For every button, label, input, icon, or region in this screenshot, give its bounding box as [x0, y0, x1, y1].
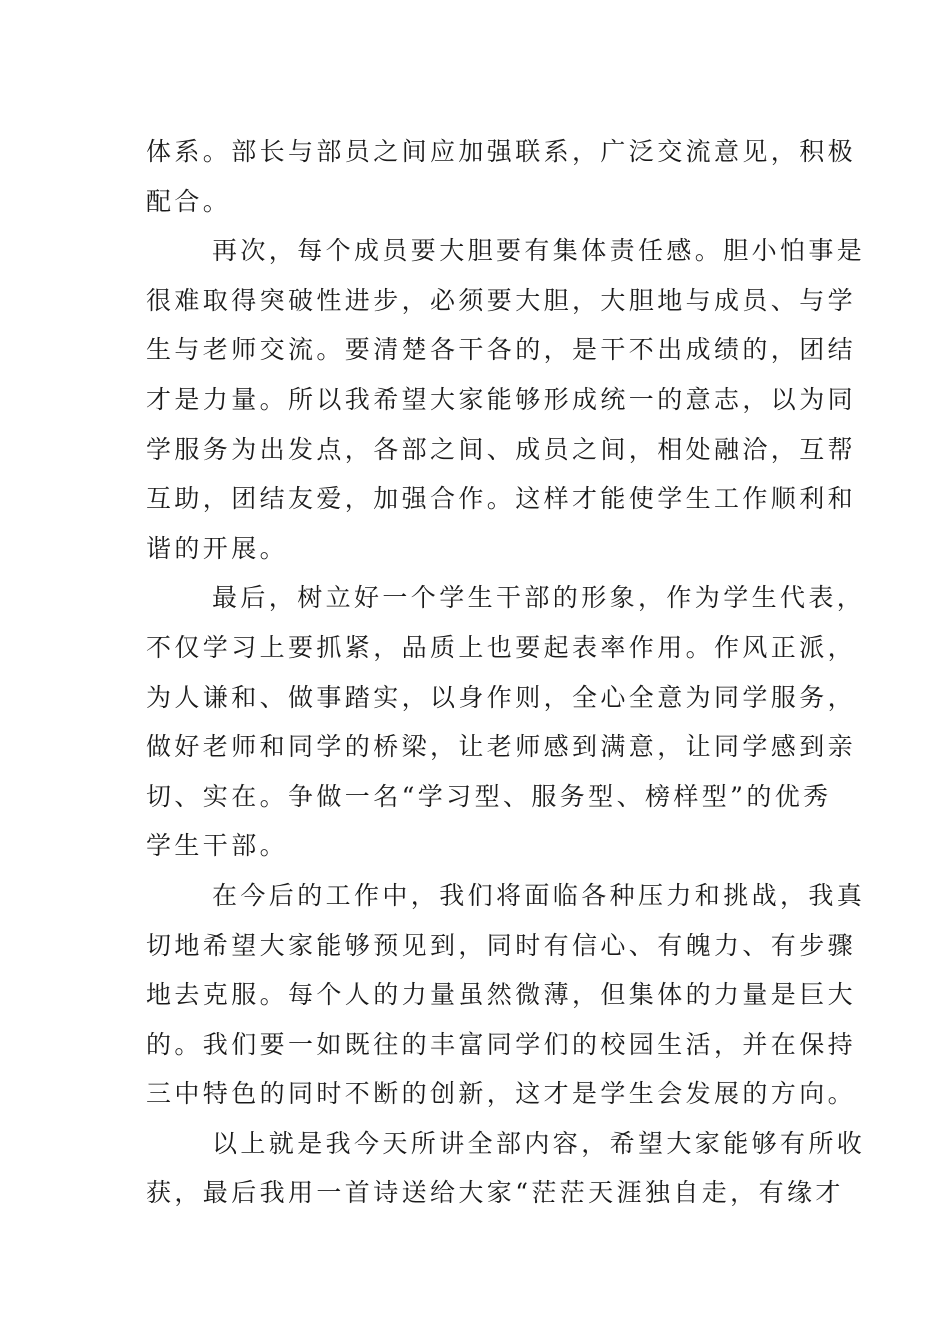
- text-line: 为人谦和、做事踏实，以身作则，全心全意为同学服务，: [146, 682, 857, 712]
- text-line: 切、实在。争做一名“学习型、服务型、榜样型”的优秀: [146, 781, 832, 811]
- paragraph: [146, 1119, 866, 1218]
- text-line: 最后，树立好一个学生干部的形象，作为学生代表，: [212, 583, 866, 613]
- paragraph: [146, 871, 866, 1119]
- text-line: 谐的开展。: [146, 533, 289, 563]
- text-line: 不仅学习上要抓紧，品质上也要起表率作用。作风正派，: [146, 632, 857, 662]
- text-line: 体系。部长与部员之间应加强联系，广泛交流意见，积极: [146, 137, 857, 166]
- text-line: 切地希望大家能够预见到，同时有信心、有魄力、有步骤: [146, 930, 857, 960]
- text-line: 配合。: [146, 186, 232, 216]
- text-line: 地去克服。每个人的力量虽然微薄，但集体的力量是巨大: [146, 980, 857, 1010]
- text-line: 三中特色的同时不断的创新，这才是学生会发展的方向。: [146, 1079, 857, 1109]
- text-line: 再次，每个成员要大胆要有集体责任感。胆小怕事是: [212, 236, 866, 266]
- text-line: 获，最后我用一首诗送给大家“茫茫天涯独自走，有缘才: [146, 1178, 844, 1208]
- text-line: 互助，团结友爱，加强合作。这样才能使学生工作顺利和: [146, 484, 857, 514]
- text-line: 学服务为出发点，各部之间、成员之间，相处融洽，互帮: [146, 434, 857, 464]
- paragraph: [146, 226, 866, 573]
- paragraph: [146, 127, 857, 226]
- text-line: 学生干部。: [146, 831, 289, 861]
- text-line: 才是力量。所以我希望大家能够形成统一的意志，以为同: [146, 384, 857, 414]
- text-line: 以上就是我今天所讲全部内容，希望大家能够有所收: [212, 1128, 866, 1158]
- paragraph: [146, 573, 866, 871]
- text-line: 在今后的工作中，我们将面临各种压力和挑战，我真: [212, 880, 866, 910]
- text-line: 很难取得突破性进步，必须要大胆，大胆地与成员、与学: [146, 285, 857, 315]
- text-line: 生与老师交流。要清楚各干各的，是干不出成绩的，团结: [146, 335, 857, 365]
- document-body: [146, 127, 866, 1218]
- text-line: 的。我们要一如既往的丰富同学们的校园生活，并在保持: [146, 1029, 857, 1059]
- text-line: 做好老师和同学的桥梁，让老师感到满意，让同学感到亲: [146, 732, 857, 762]
